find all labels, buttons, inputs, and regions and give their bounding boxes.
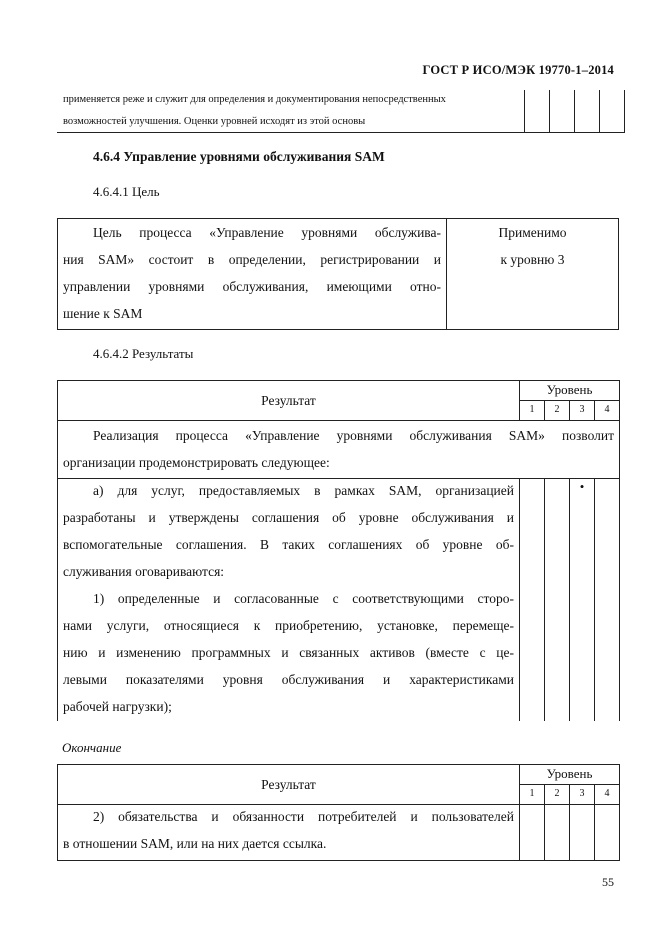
level-cell [520,479,545,722]
top-fragment-line: применяется реже и служит для определения и документирования непосредственных [63,94,446,105]
level-number: 1 [520,785,545,805]
goal-line: ния SAM» состоит в определении, регистрировании и [63,252,441,267]
item-a-line: нию и изменению программных и связанных активов (вместе с це- [63,645,514,660]
results-table [57,380,620,721]
level-number: 2 [545,401,570,421]
top-fragment-text [57,90,525,133]
item-a-line: левыми показателями уровня обслуживания и характеристиками [63,672,514,687]
level-number: 2 [545,785,570,805]
level-column-header: Уровень [520,381,620,401]
level-column-header: Уровень [520,765,620,785]
goal-table [57,218,619,330]
level-cell [545,479,570,722]
level-number: 4 [595,785,620,805]
level-number: 1 [520,401,545,421]
continuation-label: Окончание [62,740,122,755]
goal-heading: 4.6.4.1 Цель [93,184,160,199]
applicability-cell [447,219,619,330]
level-cell [545,805,570,861]
continuation-item-cell [58,805,520,861]
level-number: 3 [570,401,595,421]
results-intro-cell [58,421,620,479]
result-column-header: Результат [58,381,520,421]
item-a-line: 1) определенные и согласованные с соответствующими сторо- [93,591,514,606]
level-3-mark: • [570,479,595,722]
continuation-line: в отношении SAM, или на них дается ссылка. [63,836,327,851]
goal-text-cell [58,219,447,330]
level-number: 4 [595,401,620,421]
level-cell [595,805,620,861]
item-a-line: служивания оговариваются: [63,564,225,579]
level-cell [595,479,620,722]
item-a-line: нами услуги, относящиеся к приобретению, установке, перемеще- [63,618,514,633]
section-title: 4.6.4 Управление уровнями обслуживания SAM [93,149,385,164]
top-fragment-table [57,90,625,133]
continuation-table [57,764,620,861]
item-a-cell [58,479,520,722]
level-cell [550,90,575,133]
level-cell [570,805,595,861]
item-a-line: разработаны и утверждены соглашения об уровне обслуживания и [63,510,514,525]
level-cell [600,90,625,133]
result-column-header: Результат [58,765,520,805]
level-cell [525,90,550,133]
item-a-line: а) для услуг, предоставляемых в рамках SAM, организацией [93,483,514,498]
level-number: 3 [570,785,595,805]
applicability-line: к уровню 3 [500,252,565,267]
goal-line: управлении уровнями обслуживания, имеющими отно- [63,279,441,294]
continuation-line: 2) обязательства и обязанности потребителей и пользователей [93,809,514,824]
goal-line: шение к SAM [63,306,143,321]
level-cell [520,805,545,861]
goal-line: Цель процесса «Управление уровнями обслужива- [93,225,441,240]
results-heading: 4.6.4.2 Результаты [93,346,194,361]
top-fragment-line: возможностей улучшения. Оценки уровней исходят из этой основы [63,116,366,127]
level-cell [575,90,600,133]
applicability-line: Применимо [498,225,567,240]
page-number: 55 [602,875,614,889]
results-intro-line: Реализация процесса «Управление уровнями обслуживания SAM» позволит [93,428,614,443]
results-intro-line: организации продемонстрировать следующее: [63,455,330,470]
document-header: ГОСТ Р ИСО/МЭК 19770-1–2014 [422,63,614,77]
item-a-line: вспомогательные соглашения. В таких соглашениях об уровне об- [63,537,514,552]
item-a-line: рабочей нагрузки); [63,699,172,714]
